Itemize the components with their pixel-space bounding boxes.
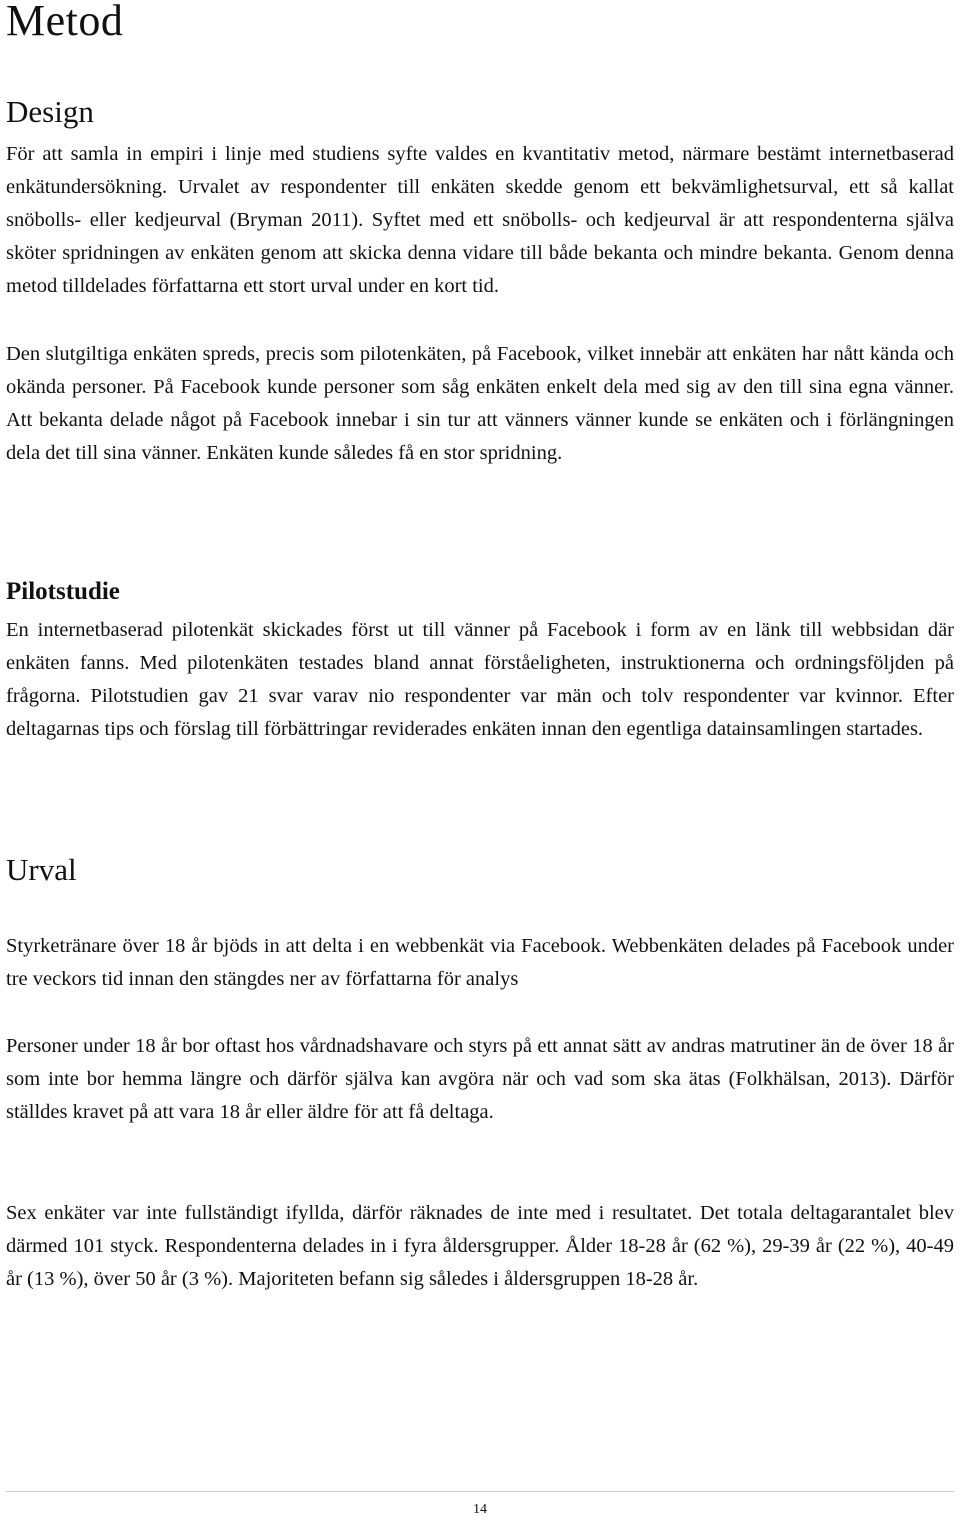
urval-paragraph-3: Sex enkäter var inte fullständigt ifyllda, därför räknades de inte med i resultatet. Det totala deltagarantalet blev därmed 101 styck. Respondenterna delades in i fyra åldersgrupper. Ålder 18-28 år (62 %), 29-39 år (22 %), 40-49 år (13 %), över 50 år (3 %). Majoriteten befann sig således i åldersgruppen 18-28 år. bbox=[6, 1202, 954, 1290]
design-paragraph-1: För att samla in empiri i linje med studiens syfte valdes en kvantitativ metod, närmare bestämt internetbaserad enkätundersökning. Urvalet av respondenter till enkäten skedde genom ett bekvämlighetsurval, ett så kallat snöbolls- eller kedjeurval (Bryman 2011). Syftet med ett snöbolls- och kedjeurval är att respondenterna själva sköter spridningen av enkäten genom att skicka denna vidare till både bekanta och mindre bekanta. Genom denna metod tilldelades författarna ett stort urval under en kort tid. bbox=[6, 143, 954, 297]
design-paragraph-2: Den slutgiltiga enkäten spreds, precis som pilotenkäten, på Facebook, vilket innebär att enkäten har nått kända och okända personer. På Facebook kunde personer som såg enkäten enkelt dela med sig av den till sina egna vänner. Att bekanta delade något på Facebook innebar i sin tur att vänners vänner kunde se enkäten och i förlängningen dela det till sina vänner. Enkäten kunde således få en stor spridning. bbox=[6, 343, 954, 464]
urval-paragraph-2: Personer under 18 år bor oftast hos vårdnadshavare och styrs på ett annat sätt av andras matrutiner än de över 18 år som inte bor hemma längre och därför själva kan avgöra när och vad som ska ätas (Folkhälsan, 2013). Därför ställdes kravet på att vara 18 år eller äldre för att få deltaga. bbox=[6, 1035, 954, 1123]
page-title: Metod bbox=[6, 0, 124, 45]
page-number: 14 bbox=[473, 1502, 487, 1517]
section-heading-urval: Urval bbox=[6, 852, 77, 887]
section-heading-design: Design bbox=[6, 94, 94, 129]
urval-paragraph-1: Styrketränare över 18 år bjöds in att delta i en webbenkät via Facebook. Webbenkäten delades på Facebook under tre veckors tid innan den stängdes ner av författarna för analys bbox=[6, 935, 954, 990]
section-heading-pilotstudie: Pilotstudie bbox=[6, 578, 120, 605]
footer-divider bbox=[6, 1491, 954, 1492]
pilotstudie-paragraph: En internetbaserad pilotenkät skickades först ut till vänner på Facebook i form av en länk till webbsidan där enkäten fanns. Med pilotenkäten testades bland annat förståeligheten, instruktionerna och ordningsföljden på frågorna. Pilotstudien gav 21 svar varav nio respondenter var män och tolv respondenter var kvinnor. Efter deltagarnas tips och förslag till förbättringar reviderades enkäten innan den egentliga datainsamlingen startades. bbox=[6, 619, 954, 740]
